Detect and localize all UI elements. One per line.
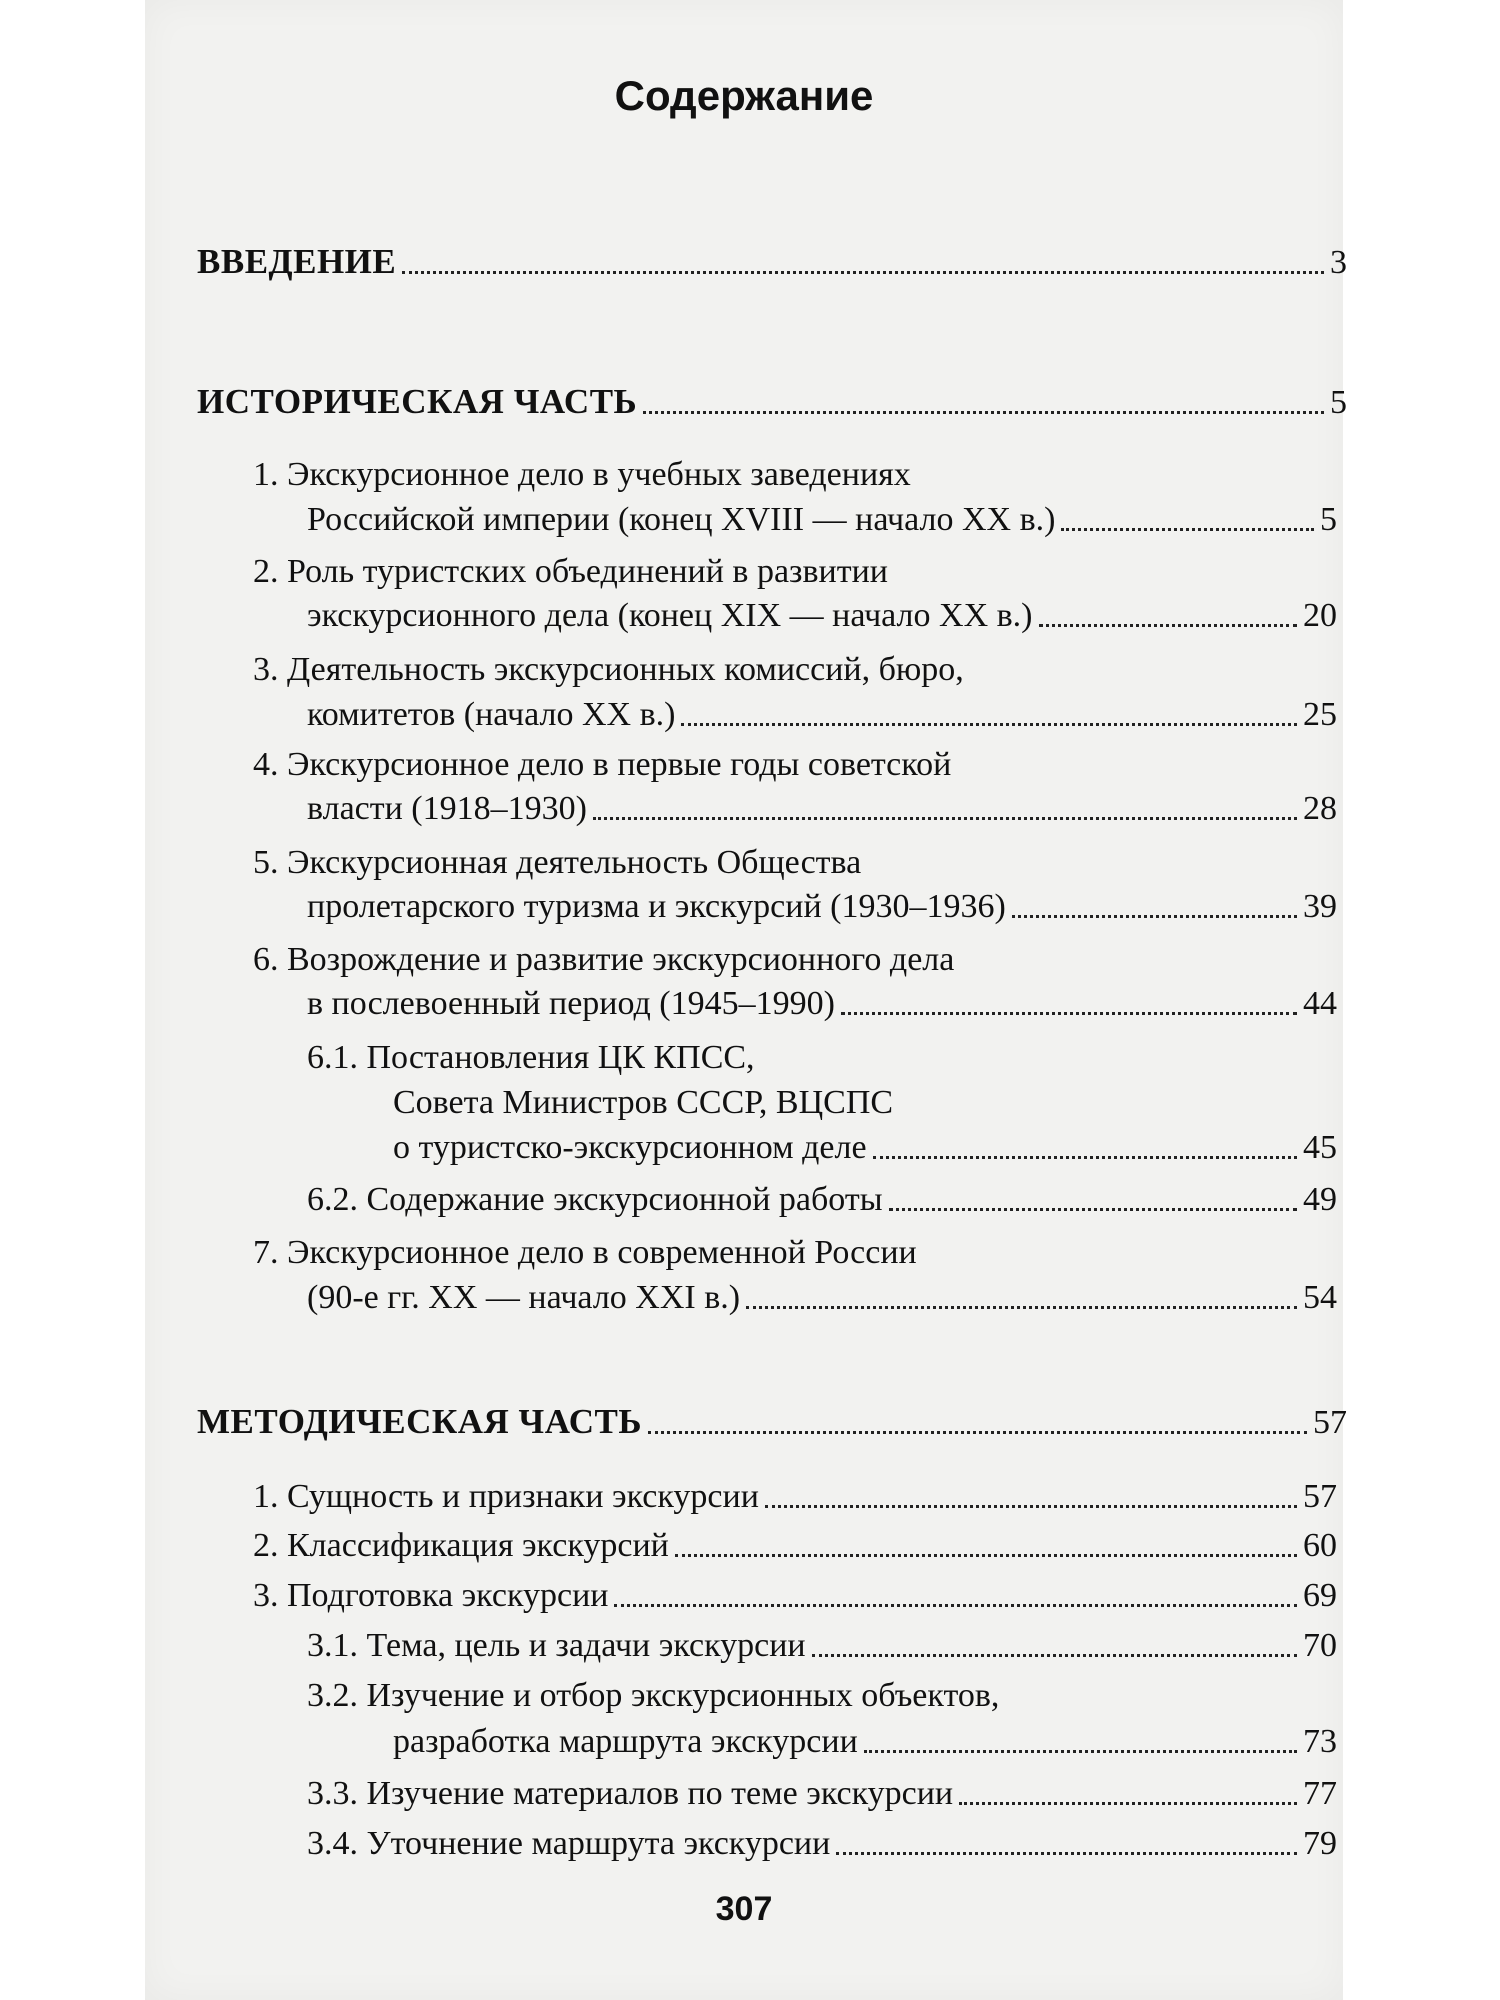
page-ref: 79 <box>1303 1825 1337 1862</box>
entry-text: 1. Сущность и признаки экскурсии <box>253 1478 759 1515</box>
toc-m-item-3-1[interactable] <box>307 1626 1337 1666</box>
page-ref: 57 <box>1313 1404 1347 1441</box>
entry-text: 2. Классификация экскурсий <box>253 1527 669 1564</box>
page-ref: 5 <box>1320 501 1337 538</box>
entry-text: 6.2. Содержание экскурсионной работы <box>307 1181 883 1218</box>
page-ref: 70 <box>1303 1627 1337 1664</box>
toc-item-2-line1[interactable]: 2. Роль туристских объединений в развитии <box>253 553 888 590</box>
toc-item-7[interactable] <box>307 1278 1337 1318</box>
entry-text: Российской империи (конец XVIII — начало XX в.) <box>307 501 1056 538</box>
page-ref: 3 <box>1330 244 1347 281</box>
toc-m-item-3-2[interactable] <box>393 1722 1337 1762</box>
entry-text: о туристско-экскурсионном деле <box>393 1129 867 1166</box>
page-number: 307 <box>715 1890 773 1928</box>
toc-item-6-1-line2[interactable]: Совета Министров СССР, ВЦСПС <box>393 1084 894 1121</box>
page-ref: 54 <box>1303 1279 1337 1316</box>
toc-item-4[interactable] <box>307 789 1337 829</box>
page-ref: 25 <box>1303 696 1337 733</box>
toc-item-1[interactable] <box>307 500 1337 540</box>
entry-text: 3.1. Тема, цель и задачи экскурсии <box>307 1627 806 1664</box>
leader-dots <box>1061 528 1314 531</box>
page-ref: 44 <box>1303 985 1337 1022</box>
toc-item-6-line1[interactable]: 6. Возрождение и развитие экскурсионного дела <box>253 941 955 978</box>
leader-dots <box>765 1505 1297 1508</box>
leader-dots <box>681 723 1297 726</box>
leader-dots <box>675 1554 1297 1557</box>
section-label: ВВЕДЕНИЕ <box>197 242 397 281</box>
toc-section-historical[interactable] <box>197 382 1347 423</box>
toc-section-methodical[interactable] <box>197 1402 1347 1443</box>
toc-item-6-1-line1[interactable]: 6.1. Постановления ЦК КПСС, <box>307 1039 755 1076</box>
page-ref: 60 <box>1303 1527 1337 1564</box>
leader-dots <box>614 1604 1297 1607</box>
entry-text: комитетов (начало XX в.) <box>307 696 676 733</box>
leader-dots <box>1039 624 1297 627</box>
toc-item-4-line1[interactable]: 4. Экскурсионное дело в первые годы советской <box>253 746 952 783</box>
toc-m-item-3-3[interactable] <box>307 1774 1337 1814</box>
page-ref: 49 <box>1303 1181 1337 1218</box>
leader-dots <box>648 1431 1307 1434</box>
toc-item-3[interactable] <box>307 695 1337 735</box>
entry-text: 3.3. Изучение материалов по теме экскурсии <box>307 1775 954 1812</box>
leader-dots <box>593 817 1297 820</box>
leader-dots <box>402 271 1324 274</box>
toc-item-2[interactable] <box>307 596 1337 636</box>
toc-m-item-3[interactable] <box>253 1576 1337 1616</box>
leader-dots <box>841 1012 1297 1015</box>
leader-dots <box>864 1750 1297 1753</box>
toc-item-6-1[interactable] <box>393 1128 1337 1168</box>
toc-item-6[interactable] <box>307 984 1337 1024</box>
leader-dots <box>959 1802 1297 1805</box>
toc-section-intro[interactable] <box>197 242 1347 283</box>
page-ref: 39 <box>1303 888 1337 925</box>
leader-dots <box>1012 915 1297 918</box>
page-ref: 57 <box>1303 1478 1337 1515</box>
toc-item-5-line1[interactable]: 5. Экскурсионная деятельность Общества <box>253 844 862 881</box>
page-ref: 28 <box>1303 790 1337 827</box>
leader-dots <box>746 1306 1297 1309</box>
leader-dots <box>889 1208 1297 1211</box>
toc-m-item-2[interactable] <box>253 1526 1337 1566</box>
section-label: МЕТОДИЧЕСКАЯ ЧАСТЬ <box>197 1402 643 1441</box>
toc-item-7-line1[interactable]: 7. Экскурсионное дело в современной России <box>253 1234 917 1271</box>
toc-item-3-line1[interactable]: 3. Деятельность экскурсионных комиссий, бюро, <box>253 651 964 688</box>
toc-item-5[interactable] <box>307 887 1337 927</box>
leader-dots <box>836 1852 1297 1855</box>
leader-dots <box>873 1156 1297 1159</box>
leader-dots <box>812 1654 1297 1657</box>
page-title: Содержание <box>614 72 874 119</box>
toc-item-1-line1[interactable]: 1. Экскурсионное дело в учебных заведениях <box>253 456 911 493</box>
entry-text: пролетарского туризма и экскурсий (1930–1936) <box>307 888 1006 925</box>
page-ref: 77 <box>1303 1775 1337 1812</box>
section-label: ИСТОРИЧЕСКАЯ ЧАСТЬ <box>197 382 638 421</box>
entry-text: 3. Подготовка экскурсии <box>253 1577 609 1614</box>
toc-item-6-2[interactable] <box>307 1180 1337 1220</box>
page-ref: 20 <box>1303 597 1337 634</box>
page-ref: 69 <box>1303 1577 1337 1614</box>
leader-dots <box>643 411 1324 414</box>
toc-m-item-3-2-line1[interactable]: 3.2. Изучение и отбор экскурсионных объектов, <box>307 1677 1000 1714</box>
toc-m-item-1[interactable] <box>253 1477 1337 1517</box>
entry-text: в послевоенный период (1945–1990) <box>307 985 835 1022</box>
entry-text: (90-е гг. XX — начало XXI в.) <box>307 1279 741 1316</box>
page-ref: 45 <box>1303 1129 1337 1166</box>
entry-text: 3.4. Уточнение маршрута экскурсии <box>307 1825 831 1862</box>
toc-m-item-3-4[interactable] <box>307 1824 1337 1864</box>
entry-text: экскурсионного дела (конец XIX — начало XX в.) <box>307 597 1033 634</box>
page-ref: 73 <box>1303 1723 1337 1760</box>
book-page <box>145 0 1347 2000</box>
page-ref: 5 <box>1330 384 1347 421</box>
entry-text: власти (1918–1930) <box>307 790 587 827</box>
entry-text: разработка маршрута экскурсии <box>393 1723 858 1760</box>
